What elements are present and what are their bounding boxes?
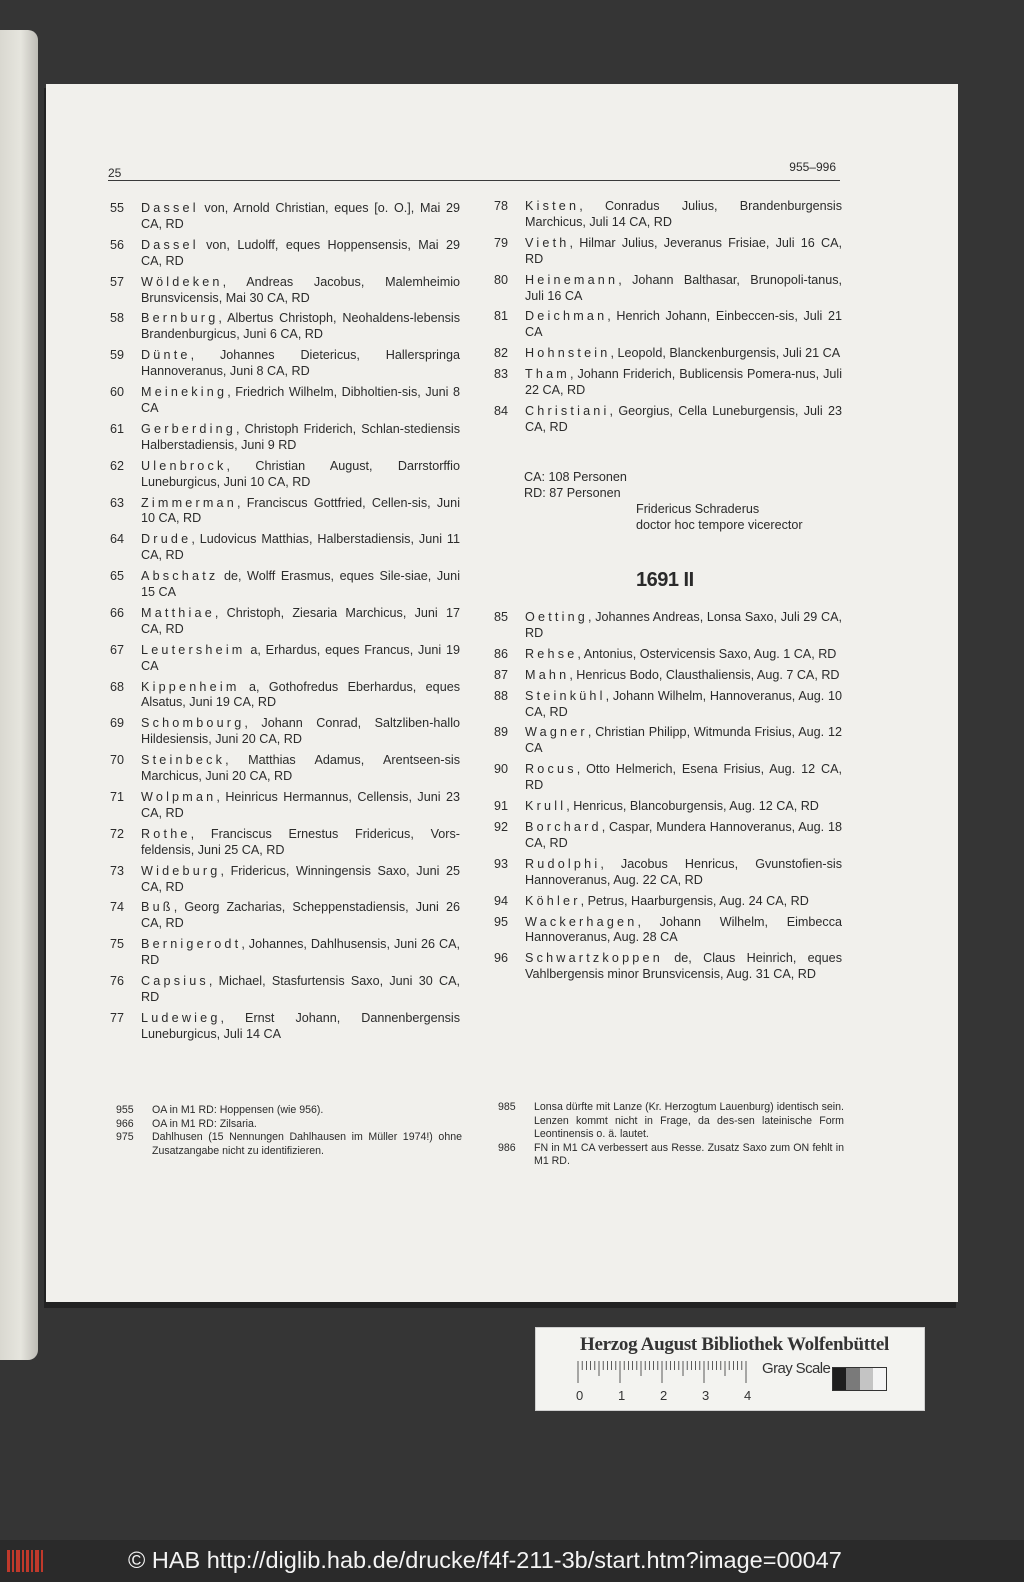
entry-number: 90 — [494, 762, 509, 777]
entry-number: 65 — [110, 569, 125, 584]
right-column-lower — [492, 610, 842, 988]
entry-details: , Georgius, Cella Luneburgensis, Juli 23 CA, RD — [525, 403, 842, 434]
entry-surname: Zimmerman — [141, 495, 237, 510]
ruler-number: 3 — [702, 1388, 710, 1403]
ruler-ticks — [576, 1361, 751, 1383]
entry-number: 88 — [494, 688, 509, 703]
library-title: Herzog August Bibliothek Wolfenbüttel — [580, 1334, 889, 1355]
entry-details: , Henricus Bodo, Clausthaliensis, Aug. 7 CA, RD — [569, 667, 840, 682]
register-entry — [108, 827, 460, 859]
entry-number: 91 — [494, 799, 509, 814]
register-entry — [108, 790, 460, 822]
gray-swatch — [873, 1368, 886, 1390]
register-entry — [492, 820, 842, 852]
entry-number: 89 — [494, 725, 509, 740]
footer-link[interactable]: © HAB http://diglib.hab.de/drucke/f4f-211-3b/start.htm?image=00047 — [128, 1547, 842, 1573]
entry-details: , Johannes, Dahlhusensis, Juni 26 CA, RD — [141, 937, 460, 968]
entry-surname: Schombourg — [141, 716, 245, 731]
entry-details: , Friedrich Wilhelm, Dibholtien-sis, Juni 8 CA — [141, 385, 460, 415]
entry-details: , Franciscus Ernestus Fridericus, Vors-feldensis, Juni 25 CA, RD — [141, 826, 460, 857]
entry-details: , Otto Helmerich, Esena Frisius, Aug. 12 CA, RD — [525, 762, 842, 793]
previous-page-edge — [0, 30, 38, 1360]
entry-number: 87 — [494, 667, 509, 682]
register-entry — [108, 937, 460, 969]
register-entry — [492, 668, 842, 684]
register-entry — [108, 864, 460, 896]
entry-surname: Christiani — [525, 403, 610, 418]
footnote — [116, 1104, 462, 1118]
entry-number: 69 — [110, 716, 125, 731]
register-entry — [492, 346, 842, 362]
entry-surname: Rocus — [525, 762, 577, 777]
header-rule — [108, 180, 840, 181]
entry-surname: Matthiae — [141, 605, 215, 620]
entry-surname: Borchard — [525, 819, 602, 834]
entry-details: , Caspar, Mundera Hannoveranus, Aug. 18 CA, RD — [525, 819, 842, 850]
register-entry — [492, 725, 842, 757]
entry-range: 955–996 — [789, 160, 836, 174]
entry-details: , Johann Friderich, Bublicensis Pomera-nus, Juli 22 CA, RD — [525, 367, 842, 398]
entry-surname: Abschatz — [141, 569, 219, 584]
entry-number: 85 — [494, 610, 509, 624]
register-entry — [492, 857, 842, 889]
entry-number: 83 — [494, 367, 509, 382]
entry-surname: Buß — [141, 900, 174, 915]
register-entry — [492, 367, 842, 399]
entry-surname: Meineking — [141, 385, 228, 400]
left-column — [108, 201, 460, 1048]
entry-details: de, Claus Heinrich, eques Vahlbergensis minor Brunsvicensis, Aug. 31 CA, RD — [525, 951, 842, 982]
entry-details: , Christian Philipp, Witmunda Frisius, Aug. 12 CA — [525, 725, 842, 756]
entry-number: 77 — [110, 1010, 125, 1025]
right-column — [492, 199, 842, 441]
footnote-number: 986 — [498, 1141, 516, 1154]
entry-surname: Vieth — [525, 235, 570, 250]
entry-surname: Hohnstein — [525, 346, 611, 361]
section-title: 1691 II — [636, 569, 694, 591]
entry-number: 74 — [110, 900, 125, 915]
entry-details: , Christoph, Ziesaria Marchicus, Juni 17 CA, RD — [141, 605, 460, 636]
ruler-number: 2 — [660, 1388, 668, 1403]
entry-number: 68 — [110, 679, 125, 694]
register-entry — [492, 915, 842, 947]
entry-number: 78 — [494, 199, 509, 213]
entry-details: , Ernst Johann, Dannenbergensis Luneburgicus, Juli 14 CA — [141, 1010, 460, 1041]
entry-number: 73 — [110, 863, 125, 878]
entry-details: , Antonius, Ostervicensis Saxo, Aug. 1 CA, RD — [577, 646, 837, 661]
entry-details: , Michael, Stasfurtensis Saxo, Juni 30 CA, RD — [141, 974, 460, 1004]
entry-surname: Steinkühl — [525, 688, 606, 703]
register-entry — [108, 753, 460, 785]
entry-details: , Albertus Christoph, Neohaldens-lebensis Brandenburgicus, Juni 6 CA, RD — [141, 311, 460, 342]
entry-details: , Ludovicus Matthias, Halberstadiensis, Juni 11 CA, RD — [141, 532, 460, 563]
entry-number: 96 — [494, 951, 509, 966]
entry-surname: Leutersheim — [141, 642, 246, 657]
register-entry — [108, 348, 460, 380]
register-entry — [108, 532, 460, 564]
register-entry — [108, 422, 460, 454]
footnote-number: 955 — [116, 1104, 134, 1116]
entry-number: 56 — [110, 237, 125, 252]
entry-number: 95 — [494, 914, 509, 929]
ruler-number: 4 — [744, 1388, 752, 1403]
register-entry — [108, 238, 460, 270]
register-entry — [108, 606, 460, 638]
entry-details: , Johann Conrad, Saltzliben-hallo Hildesiensis, Juni 20 CA, RD — [141, 716, 460, 747]
entry-surname: Wagner — [525, 725, 588, 740]
register-entry — [492, 610, 842, 642]
register-entry — [108, 459, 460, 491]
register-entry — [108, 569, 460, 601]
entry-surname: Deichman — [525, 309, 608, 324]
entry-number: 60 — [110, 385, 125, 400]
entry-number: 72 — [110, 826, 125, 841]
entry-number: 76 — [110, 974, 125, 989]
entry-surname: Mahn — [525, 667, 570, 682]
footnote-text: OA in M1 RD: Zilsaria. — [152, 1117, 257, 1130]
entry-details: , Johannes Dietericus, Hallerspringa Hannoveranus, Juni 8 CA, RD — [141, 348, 460, 379]
gray-swatch — [860, 1368, 873, 1390]
entry-number: 80 — [494, 272, 509, 287]
gray-scale-label: Gray Scale — [762, 1360, 831, 1377]
signer-name: Fridericus Schraderus — [636, 502, 760, 516]
entry-surname: Kippenheim — [141, 679, 240, 694]
register-entry — [492, 236, 842, 268]
register-entry — [108, 643, 460, 675]
summary-rd: RD: 87 Personen — [524, 486, 621, 500]
register-entry — [108, 1011, 460, 1043]
footnote-text: OA in M1 RD: Hoppensen (wie 956). — [152, 1104, 324, 1116]
entry-number: 63 — [110, 495, 125, 510]
entry-surname: Gerberding — [141, 421, 237, 436]
entry-details: , Leopold, Blanckenburgensis, Juli 21 CA — [610, 346, 841, 361]
footnotes-left — [116, 1104, 462, 1158]
entry-details: , Johann Wilhelm, Eimbecca Hannoveranus, Aug. 28 CA — [525, 914, 842, 945]
entry-details: , Hilmar Julius, Jeveranus Frisiae, Juli 16 CA, RD — [525, 235, 842, 266]
entry-surname: Drude — [141, 532, 192, 547]
entry-number: 81 — [494, 309, 509, 324]
footnote — [116, 1131, 462, 1158]
entry-details: a, Gothofredus Eberhardus, eques Alsatus, Juni 19 CA, RD — [141, 679, 460, 710]
page-number: 25 — [108, 166, 122, 180]
entry-details: , Petrus, Haarburgensis, Aug. 24 CA, RD — [580, 893, 809, 908]
entry-number: 94 — [494, 893, 509, 908]
entry-details: , Heinricus Hermannus, Cellensis, Juni 23 CA, RD — [141, 790, 460, 820]
register-entry — [492, 762, 842, 794]
entry-number: 79 — [494, 235, 509, 250]
register-entry — [492, 799, 842, 815]
register-entry — [492, 199, 842, 231]
entry-surname: Ulenbrock — [141, 458, 227, 473]
entry-number: 62 — [110, 458, 125, 473]
register-entry — [492, 894, 842, 910]
entry-details: , Georg Zacharias, Scheppenstadiensis, Juni 26 CA, RD — [141, 900, 460, 931]
summary-ca: CA: 108 Personen — [524, 470, 627, 484]
entry-details: , Christian August, Darrstorffio Luneburgicus, Juni 10 CA, RD — [141, 458, 460, 489]
entry-surname: Steinbeck — [141, 753, 226, 768]
entry-details: von, Arnold Christian, eques [o. O.], Mai 29 CA, RD — [141, 201, 460, 231]
entry-surname: Köhler — [525, 893, 581, 908]
entry-details: , Henrich Johann, Einbeccen-sis, Juli 21 CA — [525, 309, 842, 340]
barcode-logo-icon — [5, 1546, 45, 1576]
footnote — [116, 1118, 462, 1132]
entry-number: 66 — [110, 605, 125, 620]
entry-number: 71 — [110, 790, 125, 804]
register-entry — [108, 900, 460, 932]
entry-details: , Matthias Adamus, Arentseen-sis Marchicus, Juni 20 CA, RD — [141, 753, 460, 784]
entry-surname: Rudolphi — [525, 856, 601, 871]
entry-surname: Bernigerodt — [141, 937, 242, 952]
entry-details: , Jacobus Henricus, Gvunstofien-sis Hannoveranus, Aug. 22 CA, RD — [525, 856, 842, 887]
register-entry — [108, 385, 460, 417]
entry-number: 84 — [494, 403, 509, 418]
entry-surname: Rothe — [141, 826, 191, 841]
footnote — [498, 1142, 844, 1169]
register-entry — [108, 275, 460, 307]
register-entry — [492, 273, 842, 305]
entry-number: 64 — [110, 532, 125, 547]
footnote-text: Dahlhusen (15 Nennungen Dahlhausen im Müller 1974!) ohne Zusatzangabe nicht zu identifizieren. — [152, 1131, 462, 1157]
entry-number: 67 — [110, 642, 125, 657]
entry-surname: Wackerhagen — [525, 914, 638, 929]
footnote-text: FN in M1 CA verbessert aus Resse. Zusatz Saxo zum ON fehlt in M1 RD. — [534, 1141, 844, 1167]
entry-number: 55 — [110, 201, 125, 215]
register-entry — [108, 716, 460, 748]
entry-surname: Kisten — [525, 199, 580, 213]
entry-surname: Wideburg — [141, 863, 221, 878]
gray-swatch — [846, 1368, 859, 1390]
entry-details: , Johannes Andreas, Lonsa Saxo, Juli 29 CA, RD — [525, 610, 842, 640]
entry-surname: Oetting — [525, 610, 589, 624]
footnote-number: 966 — [116, 1117, 134, 1130]
entry-details: , Johann Balthasar, Brunopoli-tanus, Juli 16 CA — [525, 272, 842, 303]
entry-number: 86 — [494, 646, 509, 661]
entry-surname: Capsius — [141, 974, 209, 989]
gray-scale-bar — [832, 1367, 887, 1391]
entry-surname: Dassel — [141, 237, 199, 252]
entry-surname: Wöldeken — [141, 274, 223, 289]
register-entry — [492, 404, 842, 436]
entry-details: , Fridericus, Winningensis Saxo, Juni 25 CA, RD — [141, 863, 460, 894]
register-entry — [108, 311, 460, 343]
footer-bar — [0, 1540, 1024, 1582]
footnote-number: 975 — [116, 1131, 134, 1143]
register-entry — [492, 951, 842, 983]
register-entry — [108, 680, 460, 712]
entry-details: von, Ludolff, eques Hoppensensis, Mai 29 CA, RD — [141, 237, 460, 268]
register-entry — [108, 974, 460, 1006]
register-entry — [108, 496, 460, 528]
ruler-number: 0 — [576, 1388, 584, 1403]
entry-surname: Dünte — [141, 348, 191, 363]
entry-details: , Christoph Friderich, Schlan-stediensis Halberstadiensis, Juni 9 RD — [141, 421, 460, 452]
entry-surname: Krull — [525, 799, 567, 814]
entry-number: 82 — [494, 346, 509, 361]
register-entry — [108, 201, 460, 233]
entry-number: 70 — [110, 753, 125, 768]
entry-number: 57 — [110, 274, 125, 289]
signer-title: doctor hoc tempore vicerector — [636, 518, 803, 532]
entry-surname: Rehse — [525, 646, 578, 661]
entry-number: 75 — [110, 937, 125, 952]
footnote-number: 985 — [498, 1101, 516, 1113]
gray-scale-card — [535, 1327, 925, 1411]
entry-surname: Schwartzkoppen — [525, 951, 663, 966]
entry-number: 61 — [110, 421, 125, 436]
book-page — [46, 84, 958, 1302]
entry-details: de, Wolff Erasmus, eques Sile-siae, Juni 15 CA — [141, 569, 460, 600]
entry-surname: Wolpman — [141, 790, 217, 804]
entry-surname: Bernburg — [141, 311, 219, 326]
entry-surname: Heinemann — [525, 272, 619, 287]
entry-number: 93 — [494, 856, 509, 871]
entry-details: , Johann Wilhelm, Hannoveranus, Aug. 10 CA, RD — [525, 688, 842, 719]
entry-details: a, Erhardus, eques Francus, Juni 19 CA — [141, 642, 460, 673]
register-entry — [492, 309, 842, 341]
footnote — [498, 1101, 844, 1142]
ruler-number: 1 — [618, 1388, 626, 1403]
entry-details: , Andreas Jacobus, Malemheimio Brunsvicensis, Mai 30 CA, RD — [141, 274, 460, 305]
gray-swatch — [833, 1368, 846, 1390]
entry-number: 58 — [110, 311, 125, 326]
entry-details: , Conradus Julius, Brandenburgensis Marchicus, Juli 14 CA, RD — [525, 199, 842, 229]
register-entry — [492, 647, 842, 663]
footnotes-right — [498, 1101, 844, 1169]
entry-number: 92 — [494, 819, 509, 834]
entry-number: 59 — [110, 348, 125, 363]
entry-surname: Dassel — [141, 201, 199, 215]
footnote-text: Lonsa dürfte mit Lanze (Kr. Herzogtum Lauenburg) identisch sein. Lenzen kommt nicht in Frage, da des-sen lateinische Form Leontinensis o. ä. lautet. — [534, 1101, 844, 1140]
entry-details: , Henricus, Blancoburgensis, Aug. 12 CA, RD — [566, 799, 819, 814]
register-entry — [492, 689, 842, 721]
entry-surname: Ludewieg — [141, 1010, 221, 1025]
entry-details: , Franciscus Gottfried, Cellen-sis, Juni 10 CA, RD — [141, 495, 460, 526]
entry-surname: Tham — [525, 367, 570, 382]
